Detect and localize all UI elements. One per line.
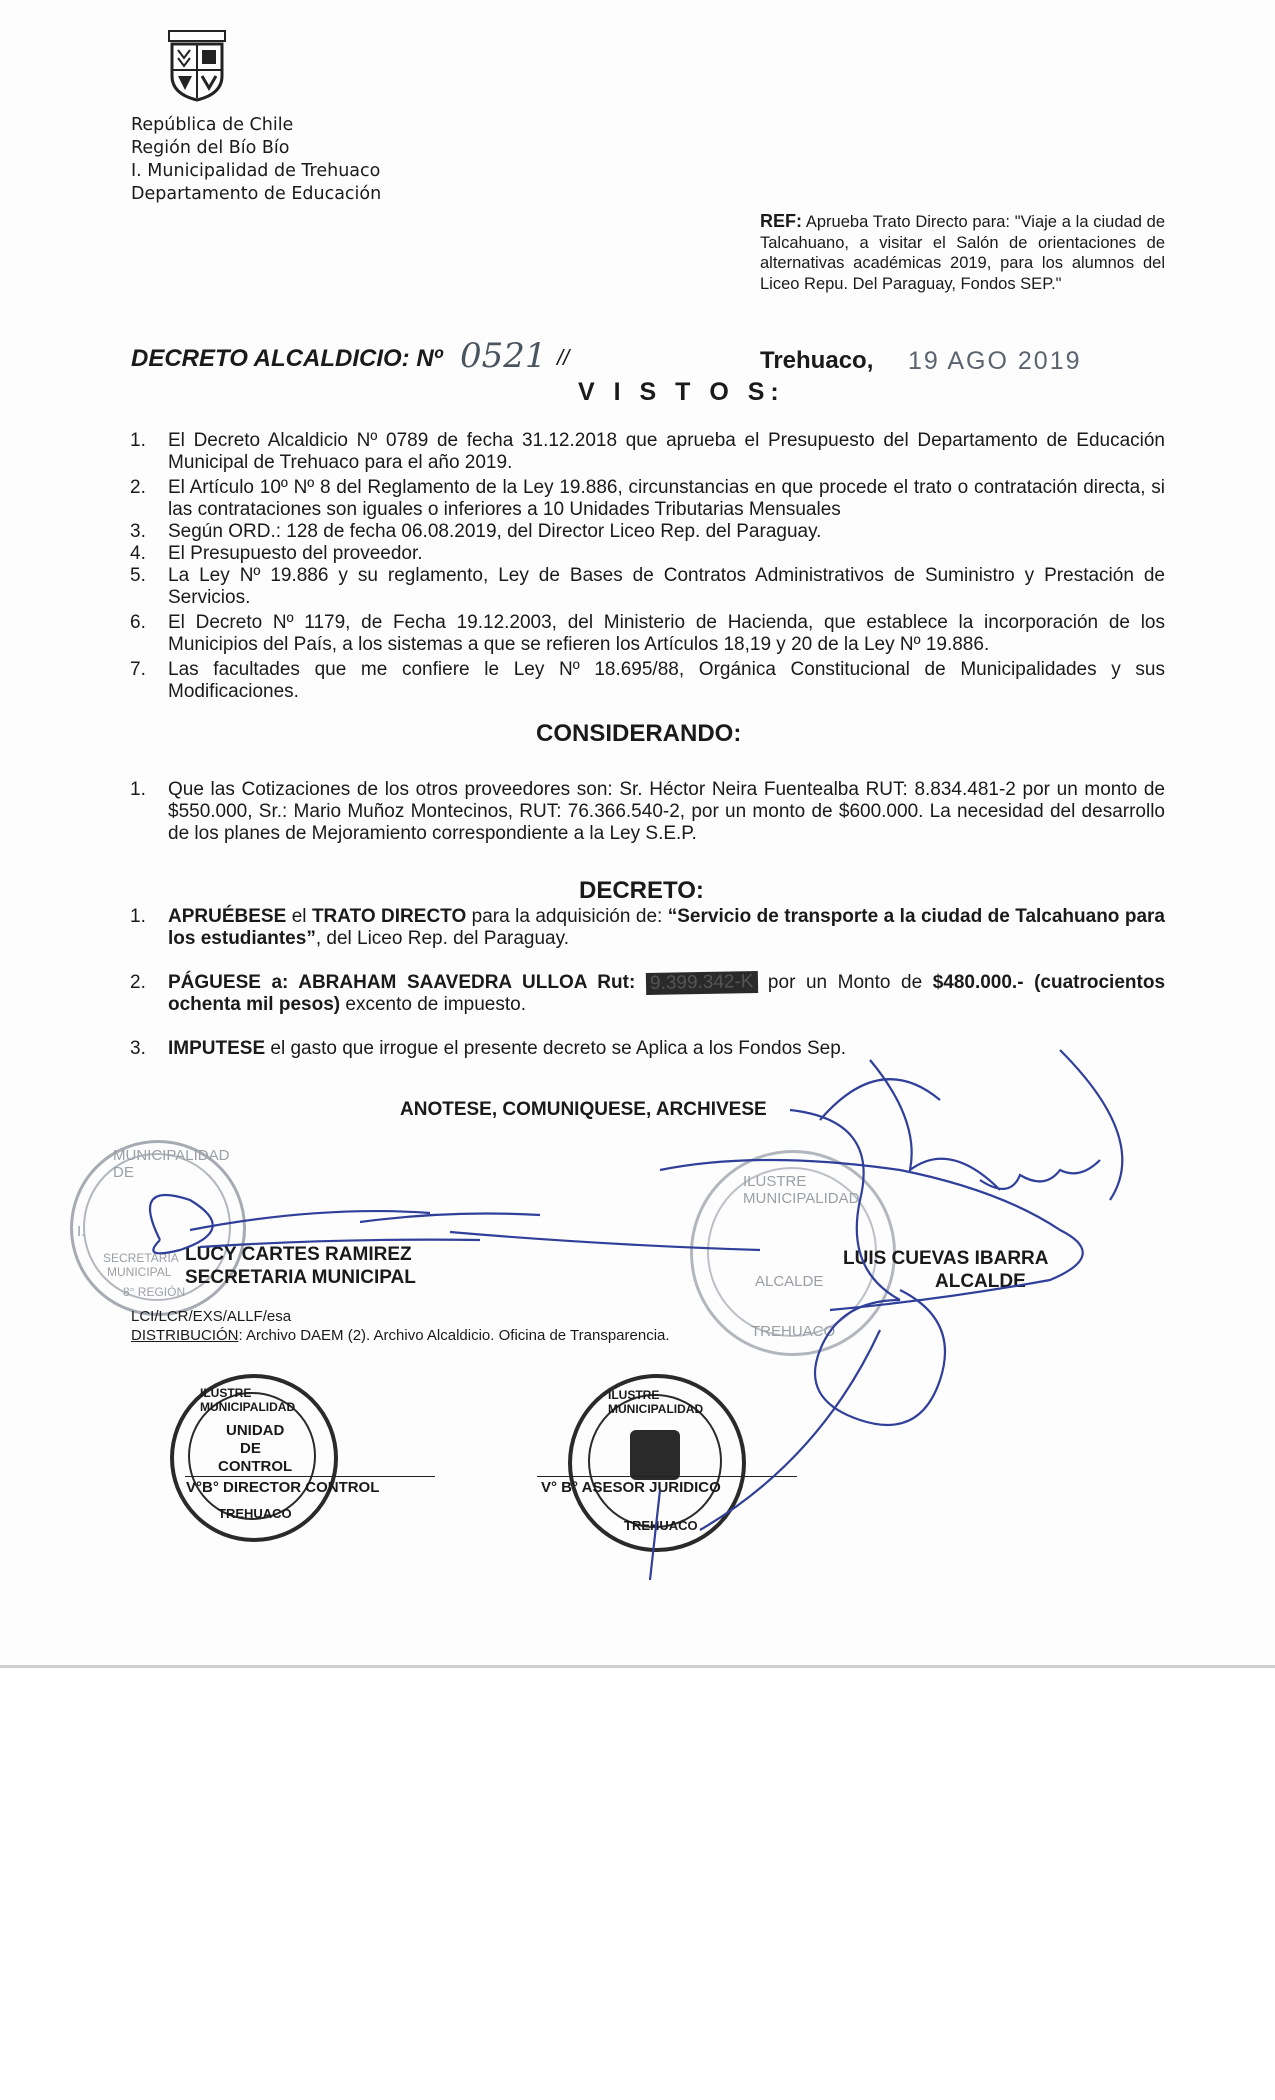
closing-formula: ANOTESE, COMUNIQUESE, ARCHIVESE [400,1099,767,1120]
initials-line: LCI/LCR/EXS/ALLF/esa [131,1308,292,1325]
decree-slash: // [557,345,570,370]
decree-city: Trehuaco, [760,347,874,374]
header-line: Región del Bío Bío [131,138,290,158]
right-signatory-role: ALCALDE [935,1271,1026,1292]
control-seal: ILUSTRE MUNICIPALIDAD UNIDAD DE CONTROL TREHUACO [170,1374,338,1542]
ref-text: Aprueba Trato Directo para: "Viaje a la ciudad de Talcahuano, a visitar el Salón de orientaciones de alternativas académicas 2019, para los alumnos del Liceo Repu. Del Paraguay, Fondos SEP." [760,213,1165,293]
date-stamp: 19 AGO 2019 [908,347,1082,375]
right-signatory-name: LUIS CUEVAS IBARRA [843,1248,1049,1269]
decree-number: 0521 [460,336,547,376]
list-item: 1. Que las Cotizaciones de los otros proveedores son: Sr. Héctor Neira Fuentealba RUT: 8.834.481-2 por un monto de $550.000, Sr.: Mario Muñoz Montecinos, RUT: 76.366.540-2, por un monto de $600.000. La necesidad del desarrollo de los planes de Mejoramiento correspondiente a la Ley S.E.P. [130,779,1165,844]
header-line: I. Municipalidad de Trehuaco [131,161,381,181]
list-item: 7. Las facultades que me confiere le Ley Nº 18.695/88, Orgánica Constitucional de Municipalidades y sus Modificaciones. [130,659,1165,702]
decree-item-pay: 2. PÁGUESE a: ABRAHAM SAAVEDRA ULLOA Rut: 9.399.342-K por un Monto de $480.000.- (cuatrocientos ochenta mil pesos) excento de impuesto. [130,971,1166,1015]
list-item: 3. Según ORD.: 128 de fecha 06.08.2019, del Director Liceo Rep. del Paraguay. [130,521,822,542]
decree-item-approve: 1. APRUÉBESE el TRATO DIRECTO para la adquisición de: “Servicio de transporte a la ciudad de Talcahuano para los estudiantes”, del Liceo Rep. del Paraguay. [130,906,1165,949]
list-item: 5. La Ley Nº 19.886 y su reglamento, Ley de Bases de Contratos Administrativos de Suministro y Prestación de Servicios. [130,565,1165,608]
vistos-heading: V I S T O S: [578,378,785,406]
list-item: 4. El Presupuesto del proveedor. [130,543,423,564]
distribution-line: DISTRIBUCIÓN: Archivo DAEM (2). Archivo Alcaldicio. Oficina de Transparencia. [131,1327,670,1344]
list-item: 6. El Decreto Nº 1179, de Fecha 19.12.2003, del Ministerio de Hacienda, que establece la incorporación de los Municipios del País, a los sistemas a que se refieren los Artículos 18,19 y 20 de la Ley Nº 19.886. [130,612,1165,655]
decree-item-impute: 3. IMPUTESE el gasto que irrogue el presente decreto se Aplica a los Fondos Sep. [130,1038,847,1059]
redacted-rut: 9.399.342-K [646,971,758,995]
considerando-heading: CONSIDERANDO: [536,720,742,747]
municipal-seal-right: ILUSTRE MUNICIPALIDAD ALCALDE TREHUACO [690,1150,896,1356]
decree-title: DECRETO ALCALDICIO: Nº [131,345,443,372]
control-approval-label: V°B° DIRECTOR CONTROL [186,1479,380,1496]
left-signatory-role: SECRETARIA MUNICIPAL [185,1267,416,1288]
ref-label: REF: [760,211,802,231]
list-item: 1. El Decreto Alcaldicio Nº 0789 de fecha 31.12.2018 que aprueba el Presupuesto del Departamento de Educación Municipal de Trehuaco para el año 2019. [130,430,1165,473]
legal-approval-label: V° B° ASESOR JURIDICO [541,1479,721,1496]
header-line: República de Chile [131,115,294,135]
decreto-heading: DECRETO: [579,877,704,904]
left-signatory-name: LUCY CARTES RAMIREZ [185,1244,412,1265]
list-item: 2. El Artículo 10º Nº 8 del Reglamento de la Ley 19.886, circunstancias en que procede el trato o contratación directa, si las contrataciones son iguales o inferiores a 10 Unidades Tributarias Mensuales [130,477,1165,520]
municipal-seal-left: MUNICIPALIDAD DE I. SECRETARIA MUNICIPAL 8° REGIÓN [70,1140,246,1316]
legal-seal: ILUSTRE MUNICIPALIDAD TREHUACO [568,1374,746,1552]
header-line: Departamento de Educación [131,184,382,204]
